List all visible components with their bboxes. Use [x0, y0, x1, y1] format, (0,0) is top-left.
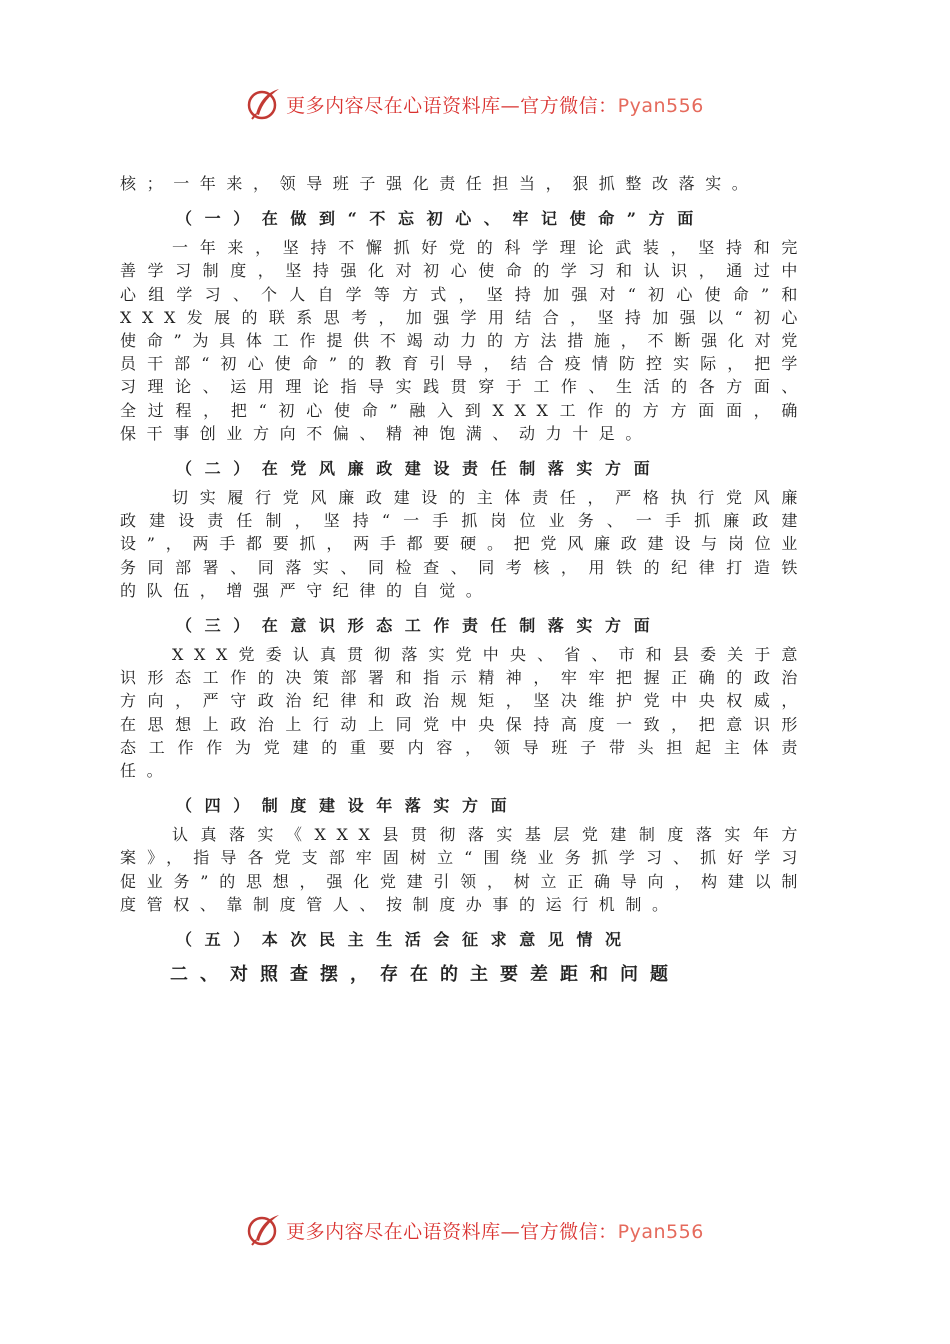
banner-text	[286, 91, 704, 118]
section-heading-2: （二）在党风廉政建设责任制落实方面	[176, 459, 663, 479]
footer-banner	[0, 1210, 950, 1250]
section-text-2: 切实履行党风廉政建设的主体责任，严格执行党风廉政建设责任制，坚持“一手抓岗位业务、一手抓廉政建设”，两手都要抓，两手都要硬。把党风廉政建设与岗位业务同部署、同落实、同检查、同考核，用铁的纪律打造铁的队伍，增强严守纪律的自觉。	[120, 488, 808, 600]
banner-label: 更多内容尽在心语资料库—官方微信：	[286, 1220, 618, 1243]
section-heading-1: （一）在做到“不忘初心、牢记使命”方面	[176, 209, 706, 229]
part-two-heading: 二、对照查摆，存在的主要差距和问题	[170, 964, 680, 986]
wechat-id: Pyan556	[617, 1220, 704, 1243]
section-text-1: 一年来，坚持不懈抓好党的科学理论武装，坚持和完善学习制度，坚持强化对初心使命的学习和认识，通过中心组学习、个人自学等方式，坚持加强对“初心使命”和XXX发展的联系思考，加强学用结合，坚持加强以“初心使命”为具体工作提供不竭动力的方法措施，不断强化对党员干部“初心使命”的教育引导，结合疫情防控实际，把学习理论、运用理论指导实践贯穿于工作、生活的各方面、全过程，把“初心使命”融入到XXX工作的方方面面，确保干事创业方向不偏、精神饱满、动力十足。	[120, 238, 808, 443]
section-heading-5: （五）本次民主生活会征求意见情况	[176, 930, 634, 950]
document-body	[120, 172, 808, 992]
wechat-id: Pyan556	[617, 94, 704, 117]
section-heading-4: （四）制度建设年落实方面	[176, 796, 520, 816]
section-heading-3: （三）在意识形态工作责任制落实方面	[176, 616, 663, 636]
section-text-3: XXX党委认真贯彻落实党中央、省、市和县委关于意识形态工作的决策部署和指示精神，牢牢把握正确的政治方向，严守政治纪律和政治规矩，坚决维护党中央权威，在思想上政治上行动上同党中央保持高度一致，把意识形态工作作为党建的重要内容，领导班子带头担起主体责任。	[120, 645, 808, 781]
quill-logo-icon	[246, 1212, 282, 1248]
intro-paragraph: 核；一年来，领导班子强化责任担当，狠抓整改落实。	[120, 174, 759, 193]
header-banner	[0, 84, 950, 124]
quill-logo-icon	[246, 86, 282, 122]
banner-text	[286, 1217, 704, 1244]
banner-label: 更多内容尽在心语资料库—官方微信：	[286, 94, 618, 117]
section-text-4: 认真落实《XXX县贯彻落实基层党建制度落实年方案》，指导各党支部牢固树立“围绕业务抓学习、抓好学习促业务”的思想，强化党建引领，树立正确导向，构建以制度管权、靠制度管人、按制度办事的运行机制。	[120, 825, 808, 914]
